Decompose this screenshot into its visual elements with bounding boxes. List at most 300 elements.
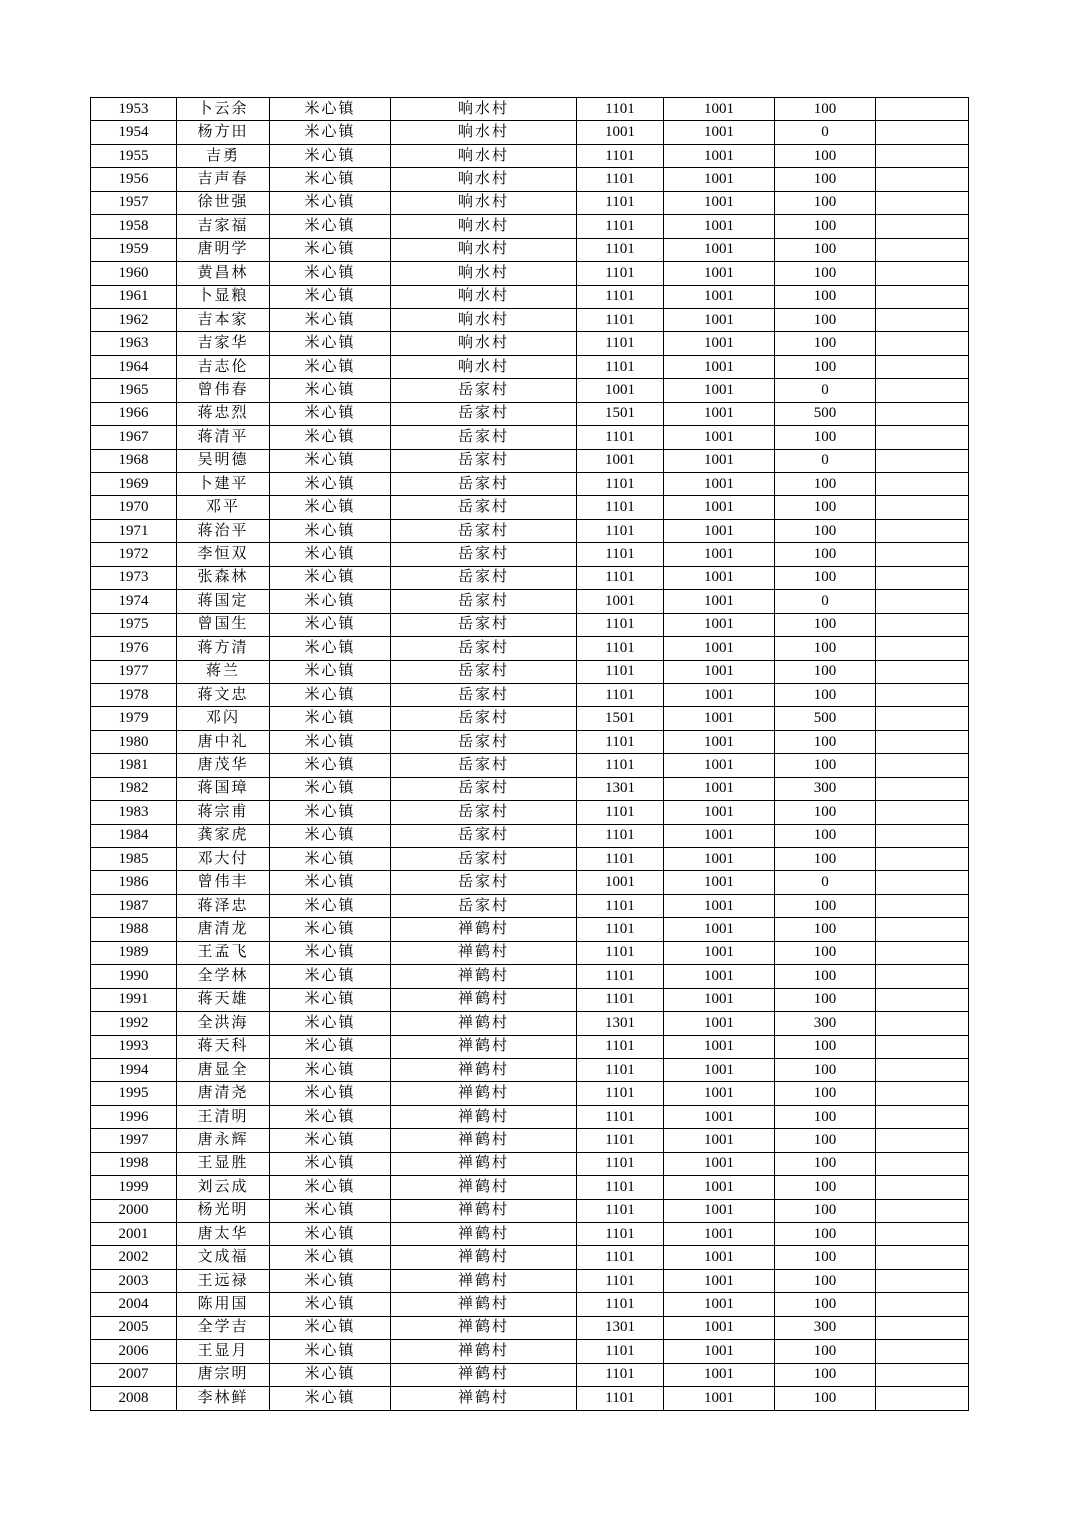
cell-town: 米心镇 [270,637,391,660]
cell-village: 响水村 [391,238,577,261]
cell-name: 邓平 [177,496,270,519]
cell-village: 响水村 [391,144,577,167]
cell-amount3: 100 [775,238,876,261]
cell-blank [876,473,969,496]
cell-index: 1969 [91,473,177,496]
cell-amount2: 1001 [664,1199,775,1222]
cell-amount2: 1001 [664,801,775,824]
cell-town: 米心镇 [270,426,391,449]
cell-amount2: 1001 [664,191,775,214]
table-row [91,496,969,519]
cell-index: 1966 [91,402,177,425]
cell-amount2: 1001 [664,566,775,589]
cell-town: 米心镇 [270,566,391,589]
cell-index: 1957 [91,191,177,214]
cell-name: 蒋文忠 [177,683,270,706]
cell-amount1: 1101 [577,918,664,941]
cell-amount1: 1101 [577,1246,664,1269]
cell-village: 禅鹤村 [391,1176,577,1199]
cell-village: 响水村 [391,262,577,285]
cell-amount3: 100 [775,754,876,777]
cell-index: 1972 [91,543,177,566]
cell-town: 米心镇 [270,168,391,191]
cell-town: 米心镇 [270,894,391,917]
cell-name: 唐清尧 [177,1082,270,1105]
cell-town: 米心镇 [270,355,391,378]
cell-index: 1987 [91,894,177,917]
cell-town: 米心镇 [270,1269,391,1292]
cell-amount1: 1101 [577,941,664,964]
cell-amount3: 100 [775,308,876,331]
cell-name: 蒋宗甫 [177,801,270,824]
cell-index: 1971 [91,519,177,542]
cell-town: 米心镇 [270,1363,391,1386]
cell-amount2: 1001 [664,543,775,566]
cell-index: 1999 [91,1176,177,1199]
cell-name: 邓闪 [177,707,270,730]
cell-name: 王显月 [177,1340,270,1363]
cell-blank [876,777,969,800]
cell-amount2: 1001 [664,918,775,941]
cell-name: 吉志伦 [177,355,270,378]
cell-town: 米心镇 [270,98,391,121]
cell-amount1: 1101 [577,848,664,871]
table-row [91,285,969,308]
cell-blank [876,519,969,542]
cell-amount3: 100 [775,355,876,378]
cell-village: 禅鹤村 [391,988,577,1011]
cell-amount3: 100 [775,801,876,824]
cell-amount1: 1101 [577,1199,664,1222]
cell-amount3: 0 [775,121,876,144]
cell-village: 禅鹤村 [391,1035,577,1058]
cell-village: 禅鹤村 [391,1105,577,1128]
cell-town: 米心镇 [270,1199,391,1222]
cell-name: 唐茂华 [177,754,270,777]
cell-amount2: 1001 [664,1105,775,1128]
cell-blank [876,1269,969,1292]
cell-town: 米心镇 [270,1129,391,1152]
cell-amount2: 1001 [664,1035,775,1058]
cell-index: 1977 [91,660,177,683]
cell-index: 1954 [91,121,177,144]
cell-name: 黄昌林 [177,262,270,285]
cell-town: 米心镇 [270,848,391,871]
table-row [91,1340,969,1363]
cell-amount1: 1101 [577,683,664,706]
cell-amount1: 1101 [577,1082,664,1105]
cell-town: 米心镇 [270,965,391,988]
table-row [91,402,969,425]
cell-amount2: 1001 [664,1363,775,1386]
cell-index: 1986 [91,871,177,894]
cell-amount2: 1001 [664,426,775,449]
cell-town: 米心镇 [270,402,391,425]
cell-amount2: 1001 [664,988,775,1011]
cell-index: 1976 [91,637,177,660]
cell-amount3: 100 [775,144,876,167]
cell-amount3: 100 [775,215,876,238]
cell-blank [876,824,969,847]
table-row [91,613,969,636]
cell-village: 岳家村 [391,449,577,472]
cell-index: 1994 [91,1058,177,1081]
cell-blank [876,801,969,824]
cell-village: 岳家村 [391,848,577,871]
cell-amount2: 1001 [664,754,775,777]
cell-village: 岳家村 [391,590,577,613]
cell-amount2: 1001 [664,262,775,285]
cell-village: 岳家村 [391,543,577,566]
cell-amount1: 1101 [577,1058,664,1081]
cell-town: 米心镇 [270,777,391,800]
table-row [91,871,969,894]
cell-index: 1956 [91,168,177,191]
cell-amount1: 1101 [577,426,664,449]
cell-name: 吉家华 [177,332,270,355]
table-row [91,473,969,496]
cell-index: 1968 [91,449,177,472]
cell-amount1: 1101 [577,988,664,1011]
cell-name: 唐清龙 [177,918,270,941]
cell-town: 米心镇 [270,215,391,238]
cell-name: 蒋治平 [177,519,270,542]
cell-index: 1978 [91,683,177,706]
cell-village: 禅鹤村 [391,1082,577,1105]
cell-index: 2000 [91,1199,177,1222]
cell-index: 1964 [91,355,177,378]
cell-index: 1983 [91,801,177,824]
cell-amount1: 1501 [577,707,664,730]
cell-blank [876,1129,969,1152]
cell-village: 岳家村 [391,871,577,894]
table-row [91,1105,969,1128]
cell-amount2: 1001 [664,941,775,964]
cell-index: 2002 [91,1246,177,1269]
cell-index: 1985 [91,848,177,871]
cell-amount2: 1001 [664,121,775,144]
table-row [91,941,969,964]
cell-blank [876,1223,969,1246]
cell-village: 禅鹤村 [391,918,577,941]
cell-amount1: 1101 [577,262,664,285]
table-row [91,191,969,214]
cell-index: 2007 [91,1363,177,1386]
table-row [91,1035,969,1058]
cell-amount2: 1001 [664,519,775,542]
cell-amount1: 1101 [577,1387,664,1410]
cell-town: 米心镇 [270,683,391,706]
cell-name: 徐世强 [177,191,270,214]
cell-index: 1981 [91,754,177,777]
table-row [91,215,969,238]
cell-blank [876,98,969,121]
cell-amount1: 1101 [577,98,664,121]
cell-village: 岳家村 [391,683,577,706]
cell-amount1: 1101 [577,637,664,660]
cell-name: 王清明 [177,1105,270,1128]
cell-town: 米心镇 [270,543,391,566]
cell-village: 岳家村 [391,473,577,496]
cell-village: 禅鹤村 [391,941,577,964]
cell-index: 1959 [91,238,177,261]
cell-village: 禅鹤村 [391,1058,577,1081]
cell-village: 岳家村 [391,613,577,636]
cell-amount2: 1001 [664,730,775,753]
cell-village: 岳家村 [391,730,577,753]
cell-amount3: 100 [775,1129,876,1152]
cell-amount3: 100 [775,496,876,519]
cell-index: 1961 [91,285,177,308]
cell-amount2: 1001 [664,332,775,355]
cell-index: 1996 [91,1105,177,1128]
cell-name: 王显胜 [177,1152,270,1175]
cell-town: 米心镇 [270,1246,391,1269]
cell-amount1: 1001 [577,121,664,144]
cell-town: 米心镇 [270,285,391,308]
cell-amount1: 1101 [577,1152,664,1175]
table-row [91,1293,969,1316]
cell-name: 吉勇 [177,144,270,167]
cell-blank [876,379,969,402]
cell-amount1: 1101 [577,238,664,261]
table-row [91,1223,969,1246]
cell-village: 禅鹤村 [391,965,577,988]
cell-blank [876,730,969,753]
cell-amount1: 1101 [577,1269,664,1292]
cell-amount1: 1101 [577,285,664,308]
table-row [91,1058,969,1081]
cell-amount1: 1101 [577,496,664,519]
cell-index: 1970 [91,496,177,519]
cell-amount2: 1001 [664,215,775,238]
table-row [91,988,969,1011]
cell-blank [876,496,969,519]
cell-name: 蒋天雄 [177,988,270,1011]
cell-amount1: 1101 [577,1363,664,1386]
cell-amount2: 1001 [664,144,775,167]
cell-index: 1975 [91,613,177,636]
cell-name: 卜建平 [177,473,270,496]
cell-amount3: 100 [775,1176,876,1199]
cell-amount3: 100 [775,894,876,917]
table-row [91,449,969,472]
cell-amount3: 100 [775,1293,876,1316]
cell-name: 龚家虎 [177,824,270,847]
cell-name: 蒋方清 [177,637,270,660]
cell-blank [876,355,969,378]
cell-town: 米心镇 [270,707,391,730]
cell-name: 蒋国璋 [177,777,270,800]
cell-amount2: 1001 [664,1269,775,1292]
cell-name: 蒋泽忠 [177,894,270,917]
cell-amount3: 100 [775,285,876,308]
cell-amount1: 1101 [577,894,664,917]
cell-amount3: 100 [775,1035,876,1058]
table-row [91,1199,969,1222]
cell-town: 米心镇 [270,1223,391,1246]
data-table [90,97,969,1411]
cell-index: 1998 [91,1152,177,1175]
cell-blank [876,754,969,777]
cell-blank [876,168,969,191]
cell-amount3: 100 [775,543,876,566]
cell-village: 岳家村 [391,496,577,519]
cell-town: 米心镇 [270,613,391,636]
cell-amount3: 100 [775,730,876,753]
table-row [91,1316,969,1339]
cell-blank [876,191,969,214]
cell-name: 全洪海 [177,1012,270,1035]
cell-blank [876,1058,969,1081]
cell-blank [876,543,969,566]
cell-name: 唐显全 [177,1058,270,1081]
cell-town: 米心镇 [270,988,391,1011]
cell-amount2: 1001 [664,355,775,378]
cell-amount2: 1001 [664,308,775,331]
cell-village: 岳家村 [391,660,577,683]
cell-name: 蒋天科 [177,1035,270,1058]
cell-amount3: 100 [775,1363,876,1386]
cell-village: 岳家村 [391,824,577,847]
cell-amount1: 1001 [577,590,664,613]
cell-amount2: 1001 [664,1176,775,1199]
cell-amount1: 1101 [577,801,664,824]
cell-index: 1989 [91,941,177,964]
cell-village: 禅鹤村 [391,1223,577,1246]
table-row [91,1363,969,1386]
cell-name: 蒋忠烈 [177,402,270,425]
cell-index: 2004 [91,1293,177,1316]
cell-blank [876,660,969,683]
cell-amount2: 1001 [664,1058,775,1081]
cell-index: 1993 [91,1035,177,1058]
cell-blank [876,402,969,425]
cell-blank [876,1176,969,1199]
table-row [91,379,969,402]
cell-index: 1958 [91,215,177,238]
cell-name: 唐太华 [177,1223,270,1246]
cell-amount3: 100 [775,941,876,964]
cell-blank [876,215,969,238]
cell-amount3: 500 [775,402,876,425]
table-row [91,1012,969,1035]
table-row [91,590,969,613]
cell-amount3: 300 [775,777,876,800]
cell-index: 1963 [91,332,177,355]
cell-amount3: 100 [775,1082,876,1105]
cell-village: 禅鹤村 [391,1387,577,1410]
cell-amount2: 1001 [664,1129,775,1152]
cell-amount1: 1101 [577,824,664,847]
cell-amount1: 1101 [577,566,664,589]
cell-amount2: 1001 [664,590,775,613]
cell-index: 1988 [91,918,177,941]
cell-blank [876,1363,969,1386]
cell-amount3: 100 [775,1387,876,1410]
cell-amount2: 1001 [664,871,775,894]
cell-village: 禅鹤村 [391,1316,577,1339]
table-row [91,355,969,378]
cell-index: 1973 [91,566,177,589]
cell-amount2: 1001 [664,238,775,261]
cell-amount1: 1101 [577,965,664,988]
cell-amount3: 100 [775,683,876,706]
cell-amount2: 1001 [664,1223,775,1246]
cell-name: 全学吉 [177,1316,270,1339]
cell-amount1: 1101 [577,519,664,542]
cell-blank [876,285,969,308]
cell-village: 禅鹤村 [391,1363,577,1386]
cell-amount3: 100 [775,191,876,214]
table-row [91,262,969,285]
table-row [91,1176,969,1199]
table-row [91,965,969,988]
cell-village: 岳家村 [391,637,577,660]
table-row [91,168,969,191]
cell-village: 响水村 [391,215,577,238]
cell-index: 1974 [91,590,177,613]
cell-town: 米心镇 [270,238,391,261]
cell-amount3: 100 [775,848,876,871]
cell-index: 2003 [91,1269,177,1292]
cell-town: 米心镇 [270,1058,391,1081]
cell-amount1: 1001 [577,449,664,472]
cell-amount1: 1101 [577,144,664,167]
cell-amount3: 100 [775,613,876,636]
table-row [91,1129,969,1152]
cell-amount2: 1001 [664,1152,775,1175]
table-row [91,848,969,871]
cell-amount3: 100 [775,637,876,660]
cell-amount2: 1001 [664,1387,775,1410]
cell-amount2: 1001 [664,1316,775,1339]
cell-amount3: 100 [775,918,876,941]
cell-blank [876,1246,969,1269]
cell-town: 米心镇 [270,191,391,214]
cell-amount3: 100 [775,1223,876,1246]
cell-town: 米心镇 [270,941,391,964]
cell-amount2: 1001 [664,894,775,917]
cell-town: 米心镇 [270,1012,391,1035]
cell-village: 岳家村 [391,379,577,402]
cell-amount3: 100 [775,1246,876,1269]
cell-village: 禅鹤村 [391,1129,577,1152]
cell-amount1: 1101 [577,215,664,238]
cell-name: 蒋清平 [177,426,270,449]
cell-blank [876,1340,969,1363]
cell-amount2: 1001 [664,613,775,636]
cell-village: 禅鹤村 [391,1246,577,1269]
table-row [91,426,969,449]
cell-amount2: 1001 [664,496,775,519]
cell-amount3: 100 [775,426,876,449]
table-row [91,238,969,261]
cell-village: 岳家村 [391,402,577,425]
cell-town: 米心镇 [270,1387,391,1410]
table-body [91,98,969,1411]
cell-amount3: 100 [775,988,876,1011]
cell-index: 1997 [91,1129,177,1152]
cell-village: 响水村 [391,308,577,331]
cell-town: 米心镇 [270,121,391,144]
cell-name: 蒋国定 [177,590,270,613]
table-row [91,519,969,542]
cell-name: 王孟飞 [177,941,270,964]
cell-amount3: 100 [775,965,876,988]
cell-name: 唐宗明 [177,1363,270,1386]
cell-amount1: 1101 [577,1176,664,1199]
